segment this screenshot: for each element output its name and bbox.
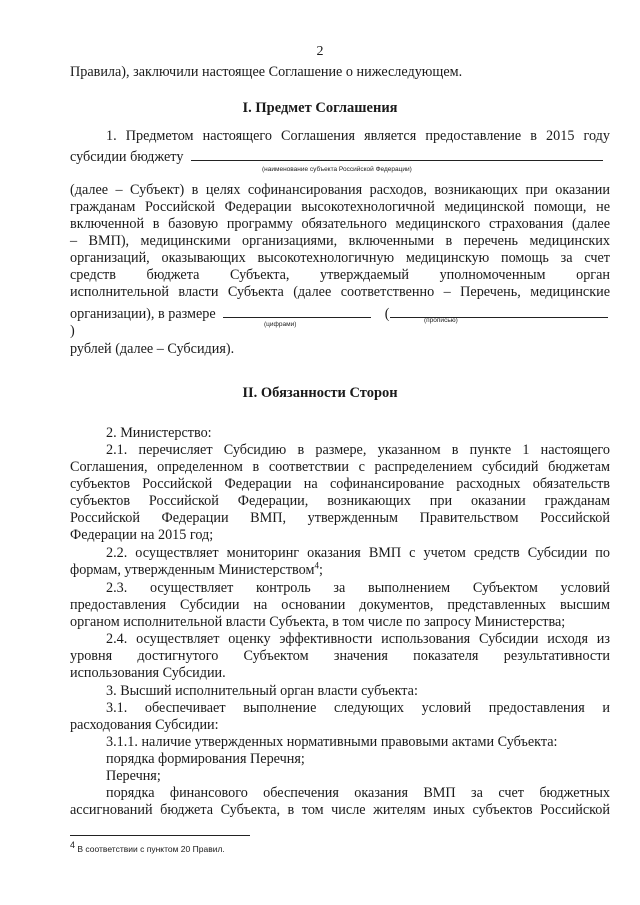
item-2-2-end: ; bbox=[318, 562, 323, 578]
item-2-2-text: формам, утвержденным Министерством bbox=[70, 562, 315, 578]
body-line: субъектов Российской Федерации, возникающих при оказании гражданам bbox=[70, 493, 610, 509]
amount-prefix: организации), в размере bbox=[70, 306, 216, 322]
intro-line: Правила), заключили настоящее Соглашение о нижеследующем. bbox=[70, 64, 463, 80]
body-line: субъектов Российской Федерации на софинансирование расходных обязательств bbox=[70, 476, 610, 492]
clause-1-line2 bbox=[70, 146, 610, 166]
footnote-text: В соответствии с пунктом 20 Правил. bbox=[77, 844, 225, 854]
open-paren: ( bbox=[384, 306, 390, 322]
footnote-mark: 4 bbox=[70, 840, 76, 851]
clause-1-end: рублей (далее – Субсидия). bbox=[70, 341, 235, 357]
body-line: Соглашения, определенном в соответствии с распределением субсидий бюджетам bbox=[70, 459, 610, 475]
body-line: 2.3. осуществляет контроль за выполнением Субъектом условий bbox=[106, 580, 610, 596]
amount-digits-blank bbox=[223, 303, 371, 318]
section-1-heading: I. Предмет Соглашения bbox=[242, 100, 398, 116]
body-line: 2.1. перечисляет Субсидию в размере, указанном в пункте 1 настоящего bbox=[106, 442, 610, 458]
body-line: 2.4. осуществляет оценку эффективности использования Субсидии исходя из bbox=[106, 631, 610, 647]
list-line: порядка формирования Перечня; bbox=[106, 751, 305, 767]
body-line: (далее – Субъект) в целях софинансирования расходов, возникающих при оказании bbox=[70, 182, 610, 198]
footnote bbox=[70, 840, 225, 854]
list-line: порядка финансового обеспечения оказания ВМП за счет бюджетных bbox=[106, 785, 610, 801]
body-line: – ВМП), медицинскими организациями, включенными в перечень медицинских bbox=[70, 233, 610, 249]
body-line: исполнительной власти Субъекта (далее соответственно – Перечень, медицинские bbox=[70, 284, 610, 300]
body-line: уровня достигнутого Субъектом значения показателя результативности bbox=[70, 648, 610, 664]
words-caption: (прописью) bbox=[424, 317, 458, 324]
subject-name-blank bbox=[191, 146, 603, 161]
body-line: органом исполнительной власти Субъекта, в том числе по запросу Министерства; bbox=[70, 614, 566, 630]
body-line: организаций, оказывающих высокотехнологичную медицинскую помощь за счет bbox=[70, 250, 610, 266]
footnote-reference: 4 bbox=[314, 560, 319, 571]
body-line bbox=[70, 562, 610, 579]
item-3-1-1: 3.1.1. наличие утвержденных нормативными правовыми актами Субъекта: bbox=[106, 734, 558, 750]
body-line: гражданам Российской Федерации высокотехнологичной медицинской помощи, не bbox=[70, 199, 610, 215]
body-line: включенной в базовую программу обязательного медицинского страхования (далее bbox=[70, 216, 610, 232]
page-number: 2 bbox=[316, 44, 324, 59]
close-paren: ) bbox=[70, 323, 75, 340]
item-2: 2. Министерство: bbox=[106, 425, 212, 441]
list-line: Перечня; bbox=[106, 768, 161, 784]
body-line: Федерации на 2015 год; bbox=[70, 527, 214, 543]
body-line: Российской Федерации ВМП, утвержденным Правительством Российской bbox=[70, 510, 610, 526]
list-line: ассигнований бюджета Субъекта, в том числе жителям иных субъектов Российской bbox=[70, 802, 610, 818]
section-2-heading: II. Обязанности Сторон bbox=[242, 385, 398, 401]
body-line: использования Субсидии. bbox=[70, 665, 226, 681]
body-line: средств бюджета Субъекта, утверждаемый уполномоченным орган bbox=[70, 267, 610, 283]
body-line: расходования Субсидии: bbox=[70, 717, 219, 733]
body-line: предоставления Субсидии на основании документов, представленных высшим bbox=[70, 597, 610, 613]
footnote-divider bbox=[70, 835, 250, 836]
amount-words-blank bbox=[390, 303, 608, 318]
subject-name-caption: (наименование субъекта Российской Федерации) bbox=[262, 166, 412, 173]
item-3: 3. Высший исполнительный орган власти субъекта: bbox=[106, 683, 418, 699]
amount-line bbox=[70, 303, 610, 341]
body-line: 2.2. осуществляет мониторинг оказания ВМП с учетом средств Субсидии по bbox=[106, 545, 610, 561]
digits-caption: (цифрами) bbox=[264, 321, 297, 328]
body-line: 3.1. обеспечивает выполнение следующих условий предоставления и bbox=[106, 700, 610, 716]
clause-1-line1: 1. Предметом настоящего Соглашения является предоставление в 2015 году bbox=[106, 128, 610, 144]
clause-1-text: субсидии бюджету bbox=[70, 149, 184, 165]
